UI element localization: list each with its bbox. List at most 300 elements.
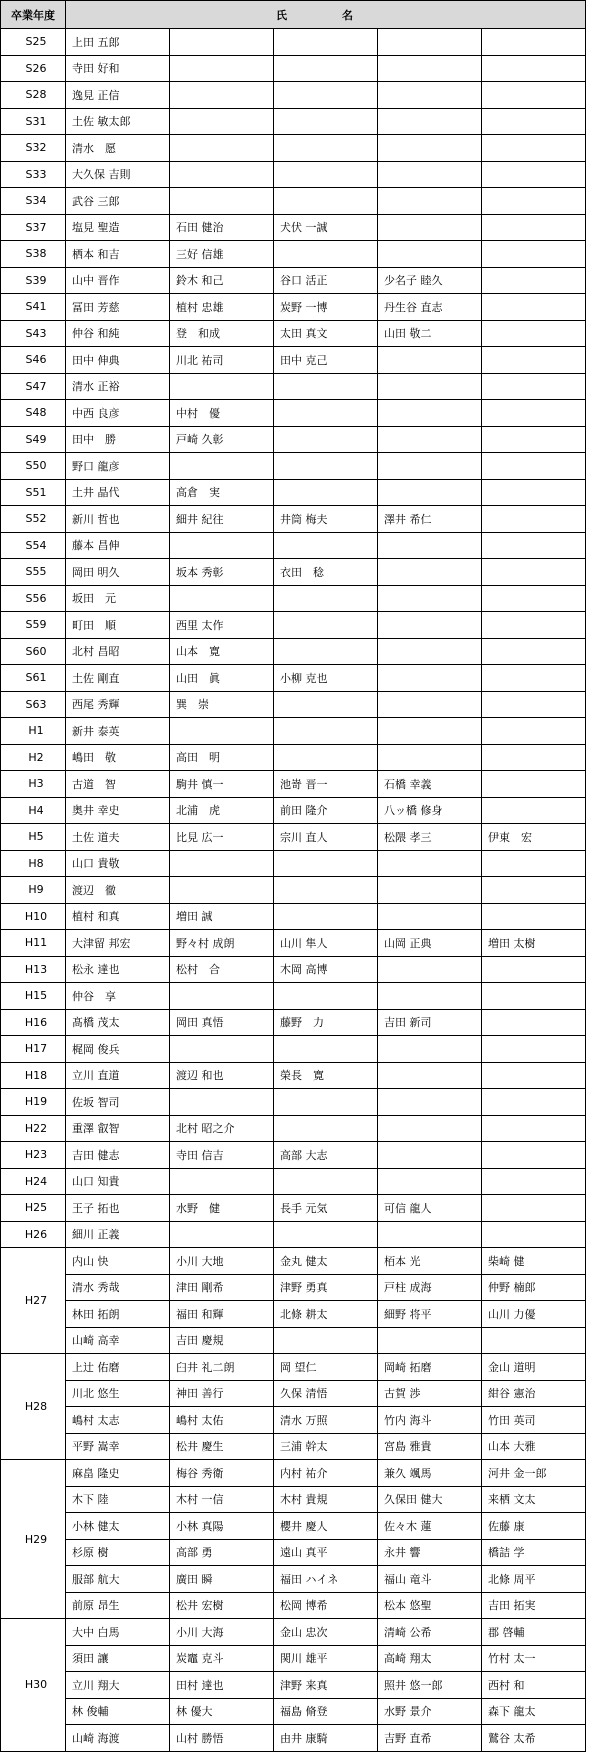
table-row	[1, 1301, 586, 1328]
table-row	[1, 1195, 586, 1222]
member-name-cell	[378, 161, 482, 188]
member-name-cell: 内村 祐介	[274, 1460, 378, 1487]
member-name-cell	[274, 1221, 378, 1248]
year-column-header: 卒業年度	[1, 1, 66, 29]
table-row	[1, 612, 586, 639]
graduation-year-cell: S63	[1, 691, 66, 718]
member-name-cell	[170, 453, 274, 480]
table-row	[1, 903, 586, 930]
table-row	[1, 718, 586, 745]
member-name-cell	[170, 108, 274, 135]
member-name-cell: 三浦 幹太	[274, 1433, 378, 1460]
member-name-cell: 山口 貴敬	[66, 850, 170, 877]
member-name-cell	[378, 1168, 482, 1195]
member-name-cell	[274, 983, 378, 1010]
member-name-cell	[378, 559, 482, 586]
member-name-cell: 嶋村 太佑	[170, 1407, 274, 1434]
member-name-cell: 少名子 睦久	[378, 267, 482, 294]
member-name-cell	[378, 214, 482, 241]
member-name-cell	[378, 29, 482, 56]
graduation-year-cell: H1	[1, 718, 66, 745]
table-row	[1, 1725, 586, 1752]
member-name-cell: 宗川 直人	[274, 824, 378, 851]
member-name-cell	[274, 1089, 378, 1116]
member-name-cell: 木岡 高博	[274, 956, 378, 983]
member-name-cell	[378, 426, 482, 453]
member-name-cell: 津野 来真	[274, 1672, 378, 1699]
member-name-cell: 井筒 梅夫	[274, 506, 378, 533]
graduation-year-cell: S37	[1, 214, 66, 241]
graduation-year-cell: S51	[1, 479, 66, 506]
member-name-cell: 山崎 海渡	[66, 1725, 170, 1752]
member-name-cell: 栢本 光	[378, 1248, 482, 1275]
member-name-cell	[378, 956, 482, 983]
graduation-year-cell: H18	[1, 1062, 66, 1089]
member-name-cell: 池嵜 晋一	[274, 771, 378, 798]
table-row	[1, 1089, 586, 1116]
member-name-cell: 三好 信雄	[170, 241, 274, 268]
member-name-cell: 林 優大	[170, 1698, 274, 1725]
member-name-cell	[170, 850, 274, 877]
member-name-cell	[482, 665, 586, 692]
member-name-cell: 丹生谷 直志	[378, 294, 482, 321]
member-name-cell: 小柳 克也	[274, 665, 378, 692]
member-name-cell: 山田 敬二	[378, 320, 482, 347]
member-name-cell	[378, 1115, 482, 1142]
member-name-cell	[274, 373, 378, 400]
table-row	[1, 585, 586, 612]
table-row	[1, 1460, 586, 1487]
member-name-cell	[170, 1168, 274, 1195]
member-name-cell	[482, 453, 586, 480]
member-name-cell	[274, 188, 378, 215]
member-name-cell: 巽 崇	[170, 691, 274, 718]
member-name-cell: 廣田 瞬	[170, 1566, 274, 1593]
graduation-year-cell: S26	[1, 55, 66, 82]
member-name-cell: 仲谷 和純	[66, 320, 170, 347]
member-name-cell: 高崎 翔太	[378, 1645, 482, 1672]
table-row	[1, 744, 586, 771]
member-name-cell: 山村 勝悟	[170, 1725, 274, 1752]
graduation-year-cell: H8	[1, 850, 66, 877]
member-name-cell	[482, 29, 586, 56]
member-name-cell	[378, 585, 482, 612]
member-name-cell: 土佐 敏太郎	[66, 108, 170, 135]
member-name-cell: 水野 健	[170, 1195, 274, 1222]
member-name-cell: 伊東 宏	[482, 824, 586, 851]
member-name-cell	[274, 135, 378, 162]
member-name-cell	[378, 82, 482, 109]
member-name-cell: 上辻 佑磨	[66, 1354, 170, 1381]
graduation-year-cell: H22	[1, 1115, 66, 1142]
member-name-cell	[274, 903, 378, 930]
table-row	[1, 214, 586, 241]
member-name-cell: 山本 大雅	[482, 1433, 586, 1460]
member-name-cell: 森下 龍太	[482, 1698, 586, 1725]
member-name-cell: 北條 耕太	[274, 1301, 378, 1328]
table-row	[1, 1168, 586, 1195]
member-name-cell: 西村 和	[482, 1672, 586, 1699]
member-name-cell	[482, 1036, 586, 1063]
member-name-cell	[482, 903, 586, 930]
graduation-year-cell: H30	[1, 1619, 66, 1752]
graduation-year-cell: S47	[1, 373, 66, 400]
member-name-cell	[274, 1115, 378, 1142]
member-name-cell: 松村 合	[170, 956, 274, 983]
member-name-cell: 岡田 真悟	[170, 1009, 274, 1036]
member-name-cell	[274, 426, 378, 453]
table-row	[1, 665, 586, 692]
member-name-cell: 前田 隆介	[274, 797, 378, 824]
member-name-cell	[482, 983, 586, 1010]
table-row	[1, 1009, 586, 1036]
member-name-cell: 山本 寛	[170, 638, 274, 665]
member-name-cell	[274, 744, 378, 771]
graduation-year-cell: H23	[1, 1142, 66, 1169]
member-name-cell: 寺田 好和	[66, 55, 170, 82]
graduation-year-cell: S46	[1, 347, 66, 374]
member-name-cell: 水野 景介	[378, 1698, 482, 1725]
member-name-cell	[482, 135, 586, 162]
member-name-cell: 清崎 公希	[378, 1619, 482, 1646]
member-name-cell: 橋詰 学	[482, 1539, 586, 1566]
member-name-cell	[482, 744, 586, 771]
table-row	[1, 797, 586, 824]
graduation-year-cell: H10	[1, 903, 66, 930]
member-name-cell: 髙橋 茂太	[66, 1009, 170, 1036]
member-name-cell: 上田 五郎	[66, 29, 170, 56]
member-name-cell	[482, 161, 586, 188]
member-name-cell	[378, 1036, 482, 1063]
graduation-year-cell: S43	[1, 320, 66, 347]
member-name-cell	[378, 1221, 482, 1248]
member-name-cell	[170, 1036, 274, 1063]
member-name-cell: 金山 道明	[482, 1354, 586, 1381]
member-name-cell: 増田 太樹	[482, 930, 586, 957]
table-row	[1, 241, 586, 268]
table-row	[1, 506, 586, 533]
member-name-cell: 竹内 海斗	[378, 1407, 482, 1434]
member-name-cell: 逸見 正信	[66, 82, 170, 109]
graduation-year-cell: S39	[1, 267, 66, 294]
graduation-year-cell: H28	[1, 1354, 66, 1460]
member-name-cell	[274, 82, 378, 109]
member-name-cell: 戸柱 成海	[378, 1274, 482, 1301]
member-name-cell: 久保田 健大	[378, 1486, 482, 1513]
member-name-cell: 増田 誠	[170, 903, 274, 930]
member-name-cell	[378, 188, 482, 215]
graduation-year-cell: S25	[1, 29, 66, 56]
member-name-cell: 福田 ハイネ	[274, 1566, 378, 1593]
member-name-cell	[274, 638, 378, 665]
member-name-cell: 杉原 樹	[66, 1539, 170, 1566]
member-name-cell: 野々村 成朗	[170, 930, 274, 957]
member-name-cell	[170, 188, 274, 215]
member-name-cell: 金山 忠次	[274, 1619, 378, 1646]
table-row	[1, 956, 586, 983]
graduation-year-cell: H3	[1, 771, 66, 798]
member-name-cell: 土佐 剛直	[66, 665, 170, 692]
member-name-cell: 吉田 健志	[66, 1142, 170, 1169]
table-row	[1, 877, 586, 904]
table-row	[1, 29, 586, 56]
member-name-cell	[482, 559, 586, 586]
table-row	[1, 1645, 586, 1672]
table-row	[1, 559, 586, 586]
member-name-cell: 細井 紀往	[170, 506, 274, 533]
table-row	[1, 453, 586, 480]
member-name-cell: 川北 悠生	[66, 1380, 170, 1407]
member-name-cell: 中西 良彦	[66, 400, 170, 427]
member-name-cell: 奥井 幸史	[66, 797, 170, 824]
table-row	[1, 135, 586, 162]
member-name-cell: 由井 康騎	[274, 1725, 378, 1752]
table-row	[1, 532, 586, 559]
member-name-cell: 八ッ橋 修身	[378, 797, 482, 824]
member-name-cell	[482, 877, 586, 904]
table-row	[1, 1142, 586, 1169]
table-row	[1, 638, 586, 665]
member-name-cell	[378, 55, 482, 82]
member-name-cell: 古賀 渉	[378, 1380, 482, 1407]
member-name-cell: 太田 真文	[274, 320, 378, 347]
member-name-cell	[170, 82, 274, 109]
member-name-cell: 鈴木 和己	[170, 267, 274, 294]
member-name-cell: 大中 白馬	[66, 1619, 170, 1646]
member-name-cell: 植村 忠雄	[170, 294, 274, 321]
member-name-cell	[482, 532, 586, 559]
member-name-cell	[378, 347, 482, 374]
member-name-cell: 永井 響	[378, 1539, 482, 1566]
table-row	[1, 850, 586, 877]
member-name-cell: 梅谷 秀衛	[170, 1460, 274, 1487]
member-name-cell	[482, 1168, 586, 1195]
member-name-cell	[482, 108, 586, 135]
member-name-cell	[274, 718, 378, 745]
member-name-cell	[482, 638, 586, 665]
member-name-cell	[378, 850, 482, 877]
member-name-cell: 櫻井 慶人	[274, 1513, 378, 1540]
table-row	[1, 1486, 586, 1513]
member-name-cell	[378, 877, 482, 904]
member-name-cell: 戸崎 久彰	[170, 426, 274, 453]
member-name-cell	[274, 877, 378, 904]
member-name-cell: 清水 秀哉	[66, 1274, 170, 1301]
member-name-cell: 金丸 健太	[274, 1248, 378, 1275]
table-row	[1, 1592, 586, 1619]
member-name-cell	[274, 532, 378, 559]
member-name-cell: 渡辺 和也	[170, 1062, 274, 1089]
member-name-cell	[170, 718, 274, 745]
member-name-cell: 藤野 力	[274, 1009, 378, 1036]
member-name-cell: 岡 望仁	[274, 1354, 378, 1381]
graduation-year-cell: S38	[1, 241, 66, 268]
member-name-cell: 清水 正裕	[66, 373, 170, 400]
member-name-cell: 佐々木 蓮	[378, 1513, 482, 1540]
table-row	[1, 294, 586, 321]
member-name-cell: 立川 直道	[66, 1062, 170, 1089]
member-name-cell	[482, 82, 586, 109]
table-row	[1, 1513, 586, 1540]
member-name-cell: 高田 明	[170, 744, 274, 771]
member-name-cell: 兼久 颯馬	[378, 1460, 482, 1487]
graduation-year-cell: H13	[1, 956, 66, 983]
table-row	[1, 1354, 586, 1381]
member-name-cell: 竹村 太一	[482, 1645, 586, 1672]
member-name-cell	[274, 1168, 378, 1195]
graduation-year-cell: H5	[1, 824, 66, 851]
graduation-year-cell: S48	[1, 400, 66, 427]
member-name-cell	[170, 877, 274, 904]
graduation-year-cell: H19	[1, 1089, 66, 1116]
member-name-cell	[482, 320, 586, 347]
member-name-cell: 登 和成	[170, 320, 274, 347]
graduation-year-cell: S60	[1, 638, 66, 665]
member-name-cell	[482, 797, 586, 824]
member-name-cell: 重澤 叡智	[66, 1115, 170, 1142]
member-name-cell: 坂本 秀彰	[170, 559, 274, 586]
member-name-cell: 小林 真陽	[170, 1513, 274, 1540]
graduation-year-cell: H2	[1, 744, 66, 771]
table-row	[1, 267, 586, 294]
table-row	[1, 1407, 586, 1434]
member-name-cell	[378, 903, 482, 930]
member-name-cell: 吉田 慶規	[170, 1327, 274, 1354]
member-name-cell: 新井 泰英	[66, 718, 170, 745]
member-name-cell	[378, 400, 482, 427]
member-name-cell: 吉田 新司	[378, 1009, 482, 1036]
member-name-cell: 西里 太作	[170, 612, 274, 639]
member-name-cell: 竹田 英司	[482, 1407, 586, 1434]
member-name-cell: 小川 大海	[170, 1619, 274, 1646]
table-row	[1, 479, 586, 506]
member-name-cell: 王子 拓也	[66, 1195, 170, 1222]
member-name-cell	[482, 612, 586, 639]
member-name-cell: 川北 祐司	[170, 347, 274, 374]
member-name-cell	[378, 1142, 482, 1169]
member-name-cell: 梶岡 俊兵	[66, 1036, 170, 1063]
graduation-year-cell: S54	[1, 532, 66, 559]
member-name-cell: 松岡 博希	[274, 1592, 378, 1619]
member-name-cell: 福島 脩登	[274, 1698, 378, 1725]
member-name-cell	[482, 1142, 586, 1169]
table-row	[1, 400, 586, 427]
graduation-year-cell: H25	[1, 1195, 66, 1222]
member-name-cell	[482, 479, 586, 506]
member-name-cell: 中村 優	[170, 400, 274, 427]
member-name-cell: 福田 和輝	[170, 1301, 274, 1328]
table-row	[1, 1248, 586, 1275]
member-name-cell	[482, 294, 586, 321]
member-name-cell	[274, 585, 378, 612]
member-name-cell	[482, 267, 586, 294]
member-name-cell: 吉野 直希	[378, 1725, 482, 1752]
table-row	[1, 824, 586, 851]
table-row	[1, 373, 586, 400]
member-name-cell: 河井 金一郎	[482, 1460, 586, 1487]
member-name-cell	[378, 1089, 482, 1116]
member-name-cell: 柴崎 健	[482, 1248, 586, 1275]
member-name-cell: 犬伏 一誠	[274, 214, 378, 241]
member-name-cell: 山崎 高幸	[66, 1327, 170, 1354]
member-name-cell	[482, 400, 586, 427]
member-name-cell	[170, 1221, 274, 1248]
member-name-cell	[482, 373, 586, 400]
graduation-year-cell: S55	[1, 559, 66, 586]
member-name-cell: 谷口 活正	[274, 267, 378, 294]
member-name-cell: 高部 大志	[274, 1142, 378, 1169]
member-name-cell: 山口 知貴	[66, 1168, 170, 1195]
member-name-cell: 榮長 寛	[274, 1062, 378, 1089]
member-name-cell	[482, 426, 586, 453]
graduation-year-cell: S52	[1, 506, 66, 533]
table-row	[1, 1619, 586, 1646]
member-name-cell	[482, 214, 586, 241]
table-row	[1, 771, 586, 798]
graduation-year-cell: H17	[1, 1036, 66, 1063]
member-name-cell	[274, 29, 378, 56]
graduation-year-cell: S34	[1, 188, 66, 215]
graduation-year-cell: S56	[1, 585, 66, 612]
table-row	[1, 1566, 586, 1593]
member-name-cell	[378, 135, 482, 162]
table-row	[1, 1672, 586, 1699]
member-name-cell	[378, 983, 482, 1010]
member-name-cell: 山岡 正典	[378, 930, 482, 957]
member-name-cell: 高倉 実	[170, 479, 274, 506]
graduation-year-cell: H15	[1, 983, 66, 1010]
graduation-year-cell: H27	[1, 1248, 66, 1354]
member-name-cell: 細川 正義	[66, 1221, 170, 1248]
member-name-cell	[482, 718, 586, 745]
member-name-cell: 野口 龍彦	[66, 453, 170, 480]
member-name-cell: 松井 慶生	[170, 1433, 274, 1460]
graduation-year-cell: S49	[1, 426, 66, 453]
member-name-cell: 神田 善行	[170, 1380, 274, 1407]
member-name-cell: 土井 晶代	[66, 479, 170, 506]
member-name-cell	[482, 1327, 586, 1354]
member-name-cell: 小川 大地	[170, 1248, 274, 1275]
member-name-cell: 清水 愿	[66, 135, 170, 162]
member-name-cell: 北浦 虎	[170, 797, 274, 824]
member-name-cell: 澤井 希仁	[378, 506, 482, 533]
table-row	[1, 188, 586, 215]
member-name-cell	[274, 453, 378, 480]
member-name-cell	[274, 400, 378, 427]
member-name-cell: 山川 力優	[482, 1301, 586, 1328]
member-name-cell: 寺田 信吉	[170, 1142, 274, 1169]
member-name-cell	[170, 161, 274, 188]
member-name-cell: 冨田 芳慈	[66, 294, 170, 321]
member-name-cell	[170, 373, 274, 400]
member-name-cell	[482, 1089, 586, 1116]
member-name-cell: 松永 達也	[66, 956, 170, 983]
member-name-cell	[274, 479, 378, 506]
member-name-cell	[378, 532, 482, 559]
member-name-cell: 田中 伸典	[66, 347, 170, 374]
member-name-cell: 松本 悠聖	[378, 1592, 482, 1619]
graduation-year-cell: H16	[1, 1009, 66, 1036]
member-name-cell: 来栖 文太	[482, 1486, 586, 1513]
member-name-cell: 大久保 吉則	[66, 161, 170, 188]
member-name-cell	[482, 241, 586, 268]
graduation-year-cell: H24	[1, 1168, 66, 1195]
member-name-cell: 関川 雄平	[274, 1645, 378, 1672]
member-name-cell: 石田 健治	[170, 214, 274, 241]
member-name-cell: 仲谷 享	[66, 983, 170, 1010]
member-name-cell	[482, 1195, 586, 1222]
member-name-cell: 照井 悠一郎	[378, 1672, 482, 1699]
